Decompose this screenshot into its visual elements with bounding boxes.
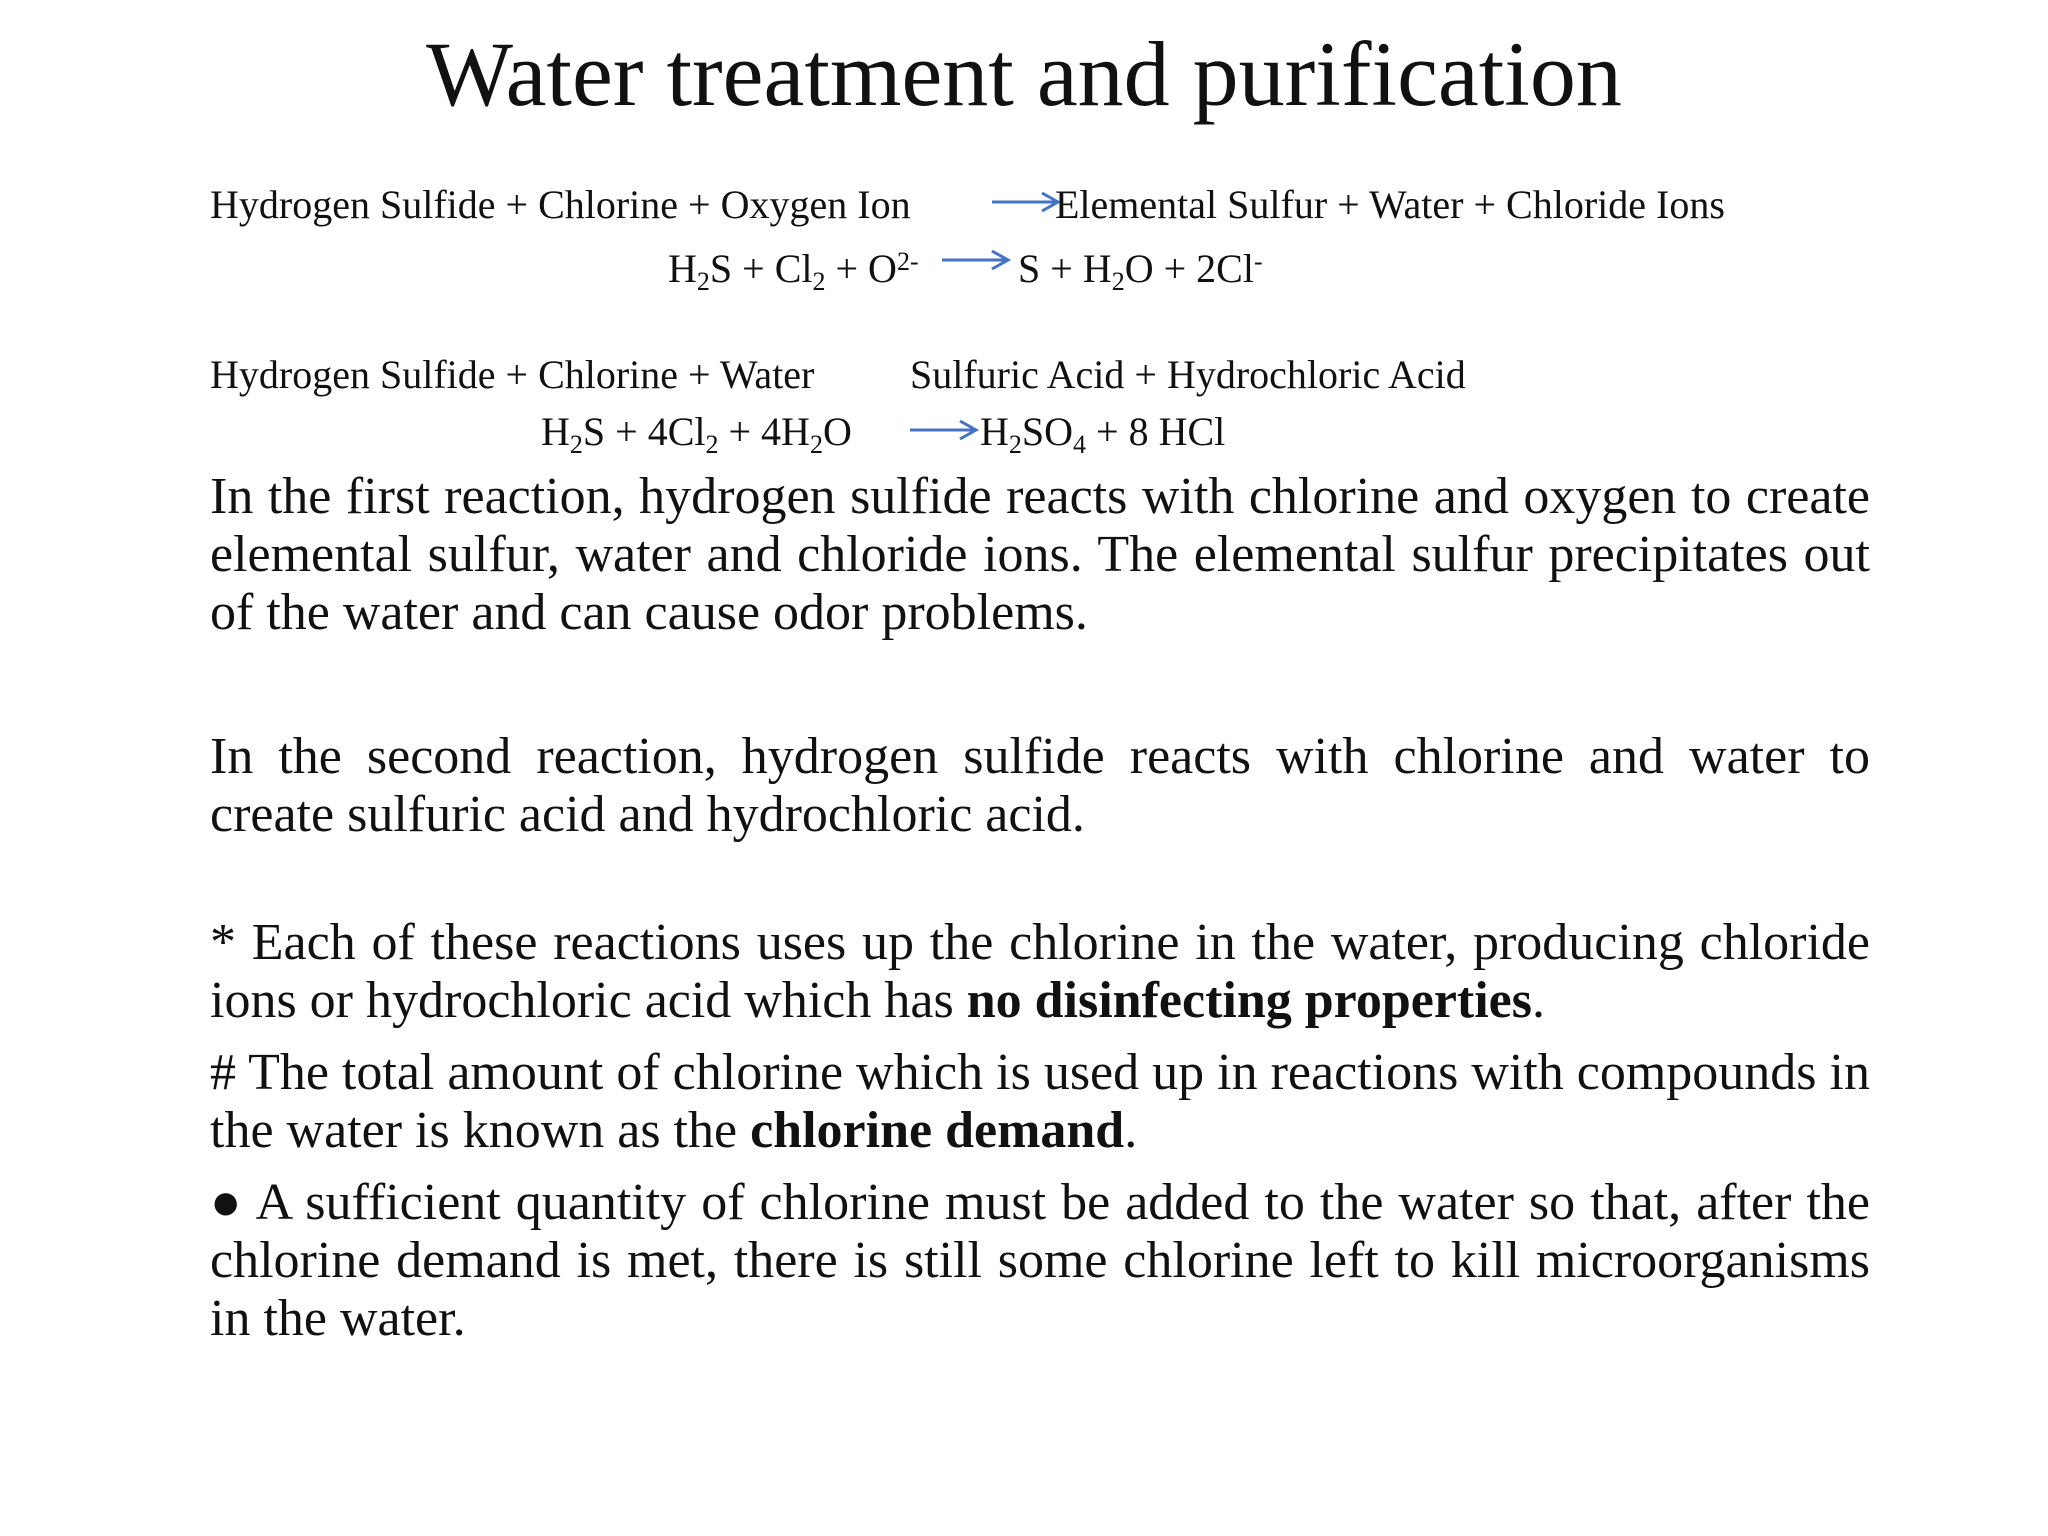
slide-title: Water treatment and purification xyxy=(426,23,1622,125)
paragraph-chlorine-usage xyxy=(210,914,1870,1030)
reaction1-words-arrow-icon xyxy=(992,190,1062,214)
reaction2-formula-arrow-icon xyxy=(910,418,980,442)
emphasis-chlorine-demand: chlorine demand xyxy=(750,1102,1125,1159)
paragraph-sufficient-chlorine xyxy=(210,1174,1870,1348)
paragraph-first-reaction xyxy=(210,468,1870,642)
reaction2-reactants-formula: $H_2S + 4Cl_2 + 4H_2O$ xyxy=(541,409,852,459)
reaction2-products-words: Sulfuric Acid + Hydrochloric Acid xyxy=(910,352,1466,397)
reaction1-reactants-words: Hydrogen Sulfide + Chlorine + Oxygen Ion xyxy=(210,182,911,227)
paragraph-chlorine-demand xyxy=(210,1044,1870,1160)
paragraph-first-text: In the first reaction, hydrogen sulfide reacts with chlorine and oxygen to create elemental sulfur, water and chloride ions. The elemental sulfur precipitates out of the water and can cause odor problems. xyxy=(210,468,1870,641)
reaction1-formula-arrow-icon xyxy=(942,248,1012,272)
reaction2-products-formula: $H_2SO_4 + 8$ HCl xyxy=(980,409,1226,459)
paragraph-fourth-text: # The total amount of chlorine which is used up in reactions with compounds in the water is known as the chlorine demand. xyxy=(210,1044,1870,1159)
reaction2-reactants-words: Hydrogen Sulfide + Chlorine + Water xyxy=(210,352,815,397)
paragraph-fifth-text: ● A sufficient quantity of chlorine must be added to the water so that, after the chlorine demand is met, there is still some chlorine left to kill microorganisms in the water. xyxy=(210,1174,1870,1347)
reaction1-products-formula: $S + H_2O + 2Cl^-$ xyxy=(1018,246,1263,296)
reaction1-reactants-formula: $H_2S + Cl_2 + O^{2-}$ xyxy=(668,246,919,296)
emphasis-no-disinfecting: no disinfecting properties xyxy=(966,972,1532,1029)
paragraph-second-reaction xyxy=(210,728,1870,844)
paragraph-third-text: * Each of these reactions uses up the chlorine in the water, producing chloride ions or hydrochloric acid which has no disinfecting properties. xyxy=(210,914,1870,1029)
paragraph-second-text: In the second reaction, hydrogen sulfide reacts with chlorine and water to create sulfuric acid and hydrochloric acid. xyxy=(210,728,1870,843)
reaction1-products-words: Elemental Sulfur + Water + Chloride Ions xyxy=(1055,182,1725,227)
